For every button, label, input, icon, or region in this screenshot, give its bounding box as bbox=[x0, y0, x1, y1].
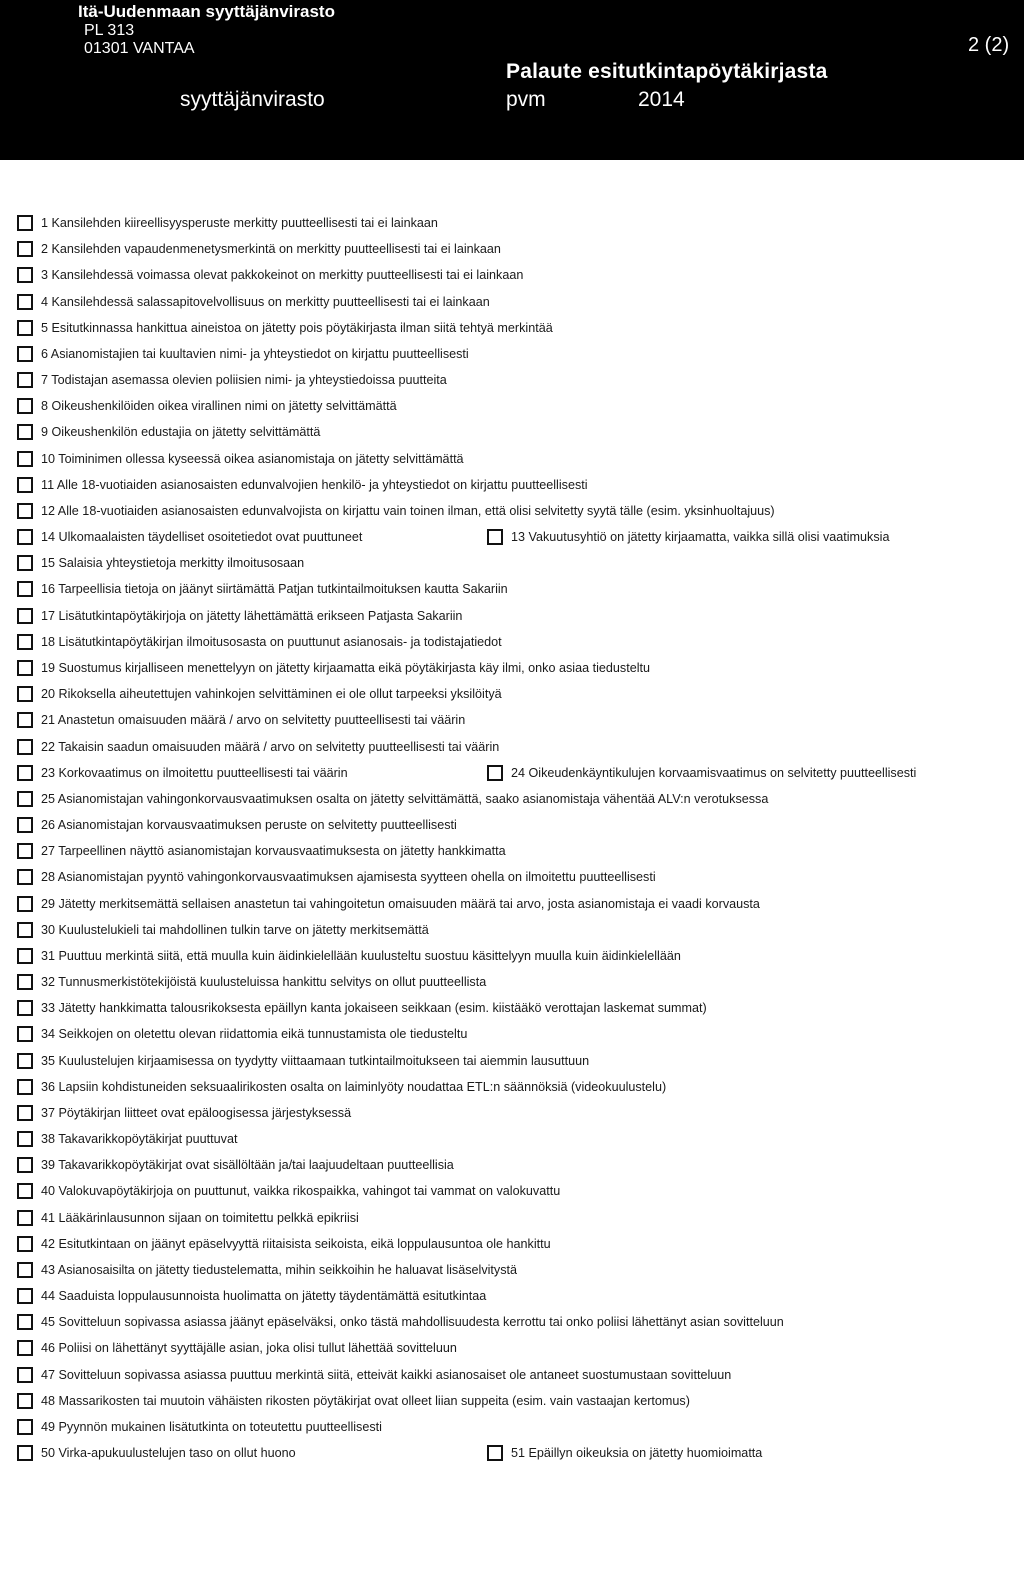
form-title: Palaute esitutkintapöytäkirjasta bbox=[506, 60, 828, 83]
checklist-item-label: 7 Todistajan asemassa olevien poliisien nimi- ja yhteystiedoissa puutteita bbox=[41, 373, 447, 388]
checklist-item[interactable] bbox=[17, 1210, 359, 1226]
checkbox[interactable] bbox=[17, 1419, 33, 1435]
checklist-item[interactable] bbox=[17, 372, 447, 388]
checklist-row bbox=[0, 289, 1024, 315]
checkbox[interactable] bbox=[17, 1367, 33, 1383]
checkbox[interactable] bbox=[17, 1314, 33, 1330]
checklist-item-label: 30 Kuulustelukieli tai mahdollinen tulkin tarve on jätetty merkitsemättä bbox=[41, 922, 429, 937]
checklist-row bbox=[0, 603, 1024, 629]
checklist-item[interactable] bbox=[487, 1445, 762, 1461]
checklist-item-label: 36 Lapsiin kohdistuneiden seksuaalirikosten osalta on laiminlyöty noudattaa ETL:n säännöksiä (videokuulustelu) bbox=[41, 1079, 667, 1094]
checklist-item-label: 46 Poliisi on lähettänyt syyttäjälle asian, joka olisi tullut lähettää sovitteluun bbox=[41, 1341, 457, 1356]
checkbox[interactable] bbox=[17, 451, 33, 467]
checkbox[interactable] bbox=[17, 1131, 33, 1147]
checkbox[interactable] bbox=[17, 974, 33, 990]
checklist-row bbox=[0, 786, 1024, 812]
checklist-row bbox=[0, 969, 1024, 995]
checklist-row bbox=[0, 236, 1024, 262]
checklist-item-label: 27 Tarpeellinen näyttö asianomistajan korvausvaatimuksesta on jätetty hankkimatta bbox=[41, 844, 506, 859]
checklist-row bbox=[0, 1100, 1024, 1126]
checklist-row bbox=[0, 576, 1024, 602]
checklist-row bbox=[0, 1126, 1024, 1152]
checklist-item-label: 32 Tunnusmerkistötekijöistä kuulusteluissa hankittu selvitys on ollut puutteellista bbox=[41, 975, 487, 990]
checklist-item[interactable] bbox=[17, 922, 429, 938]
checklist-item-label: 38 Takavarikkopöytäkirjat puuttuvat bbox=[41, 1132, 238, 1147]
checklist-row bbox=[0, 1048, 1024, 1074]
checklist-row bbox=[0, 498, 1024, 524]
checklist-item-label: 33 Jätetty hankkimatta talousrikoksesta epäillyn kanta jokaiseen seikkaan (esim. kiistääkö verottajan laskemat summat) bbox=[41, 1001, 707, 1016]
checkbox[interactable] bbox=[487, 1445, 503, 1461]
checklist-item-label: 3 Kansilehdessä voimassa olevat pakkokeinot on merkitty puutteellisesti tai ei lainkaan bbox=[41, 268, 524, 283]
checkbox[interactable] bbox=[17, 1079, 33, 1095]
checklist-item-label: 23 Korkovaatimus on ilmoitettu puutteellisesti tai väärin bbox=[41, 765, 348, 780]
checkbox[interactable] bbox=[17, 1262, 33, 1278]
checklist-item-label: 18 Lisätutkintapöytäkirjan ilmoitusosasta on puuttunut asianosais- ja todistajatiedot bbox=[41, 634, 502, 649]
checklist-item[interactable] bbox=[17, 267, 523, 283]
checklist-item[interactable] bbox=[17, 1026, 467, 1042]
checklist-item-label: 28 Asianomistajan pyyntö vahingonkorvausvaatimuksen ajamisesta syytteen ohella on ilmoitettu puutteellisesti bbox=[41, 870, 656, 885]
checklist-item[interactable] bbox=[17, 1105, 351, 1121]
checklist-row bbox=[0, 262, 1024, 288]
checklist-row bbox=[0, 1388, 1024, 1414]
checkbox[interactable] bbox=[17, 1157, 33, 1173]
checklist-row bbox=[0, 1205, 1024, 1231]
checklist bbox=[0, 210, 1024, 1466]
checklist-item[interactable] bbox=[17, 477, 588, 493]
checkbox[interactable] bbox=[17, 712, 33, 728]
checklist-row bbox=[0, 550, 1024, 576]
checklist-row bbox=[0, 1440, 1024, 1466]
checklist-row bbox=[0, 890, 1024, 916]
checklist-item[interactable] bbox=[17, 1262, 517, 1278]
checklist-item[interactable] bbox=[17, 869, 656, 885]
checklist-row bbox=[0, 419, 1024, 445]
checkbox[interactable] bbox=[487, 529, 503, 545]
checklist-item-label: 17 Lisätutkintapöytäkirjoja on jätetty lähettämättä erikseen Patjasta Sakariin bbox=[41, 608, 463, 623]
checklist-item-label: 9 Oikeushenkilön edustajia on jätetty selvittämättä bbox=[41, 425, 321, 440]
checklist-item-label: 37 Pöytäkirjan liitteet ovat epäloogisessa järjestyksessä bbox=[41, 1105, 352, 1120]
checkbox[interactable] bbox=[17, 739, 33, 755]
checklist-row bbox=[0, 1362, 1024, 1388]
checklist-item[interactable] bbox=[17, 739, 499, 755]
checklist-item-label: 24 Oikeudenkäyntikulujen korvaamisvaatimus on selvitetty puutteellisesti bbox=[511, 765, 917, 780]
checkbox[interactable] bbox=[17, 581, 33, 597]
checklist-row bbox=[0, 1283, 1024, 1309]
checkbox[interactable] bbox=[17, 922, 33, 938]
checklist-item[interactable] bbox=[17, 555, 304, 571]
checklist-item[interactable] bbox=[17, 608, 462, 624]
checkbox[interactable] bbox=[17, 555, 33, 571]
checklist-item[interactable] bbox=[17, 1236, 551, 1252]
checklist-item[interactable] bbox=[17, 896, 760, 912]
checklist-row bbox=[0, 446, 1024, 472]
checklist-item-label: 44 Saaduista loppulausunnoista huolimatta on jätetty täydentämättä esitutkintaa bbox=[41, 1289, 487, 1304]
checkbox[interactable] bbox=[17, 948, 33, 964]
checklist-item-label: 40 Valokuvapöytäkirjoja on puuttunut, vaikka rikospaikka, vahingot tai vammat on valokuvattu bbox=[41, 1184, 561, 1199]
checklist-item-label: 51 Epäillyn oikeuksia on jätetty huomioimatta bbox=[511, 1446, 763, 1461]
checklist-item[interactable] bbox=[17, 712, 465, 728]
checklist-row bbox=[0, 341, 1024, 367]
year: 2014 bbox=[638, 88, 685, 111]
checklist-item[interactable] bbox=[17, 320, 553, 336]
checklist-row bbox=[0, 760, 1024, 786]
checklist-item[interactable] bbox=[17, 843, 506, 859]
checklist-item-label: 4 Kansilehdessä salassapitovelvollisuus on merkitty puutteellisesti tai ei lainkaan bbox=[41, 294, 490, 309]
checklist-row bbox=[0, 838, 1024, 864]
checklist-row bbox=[0, 812, 1024, 838]
checklist-item[interactable] bbox=[17, 346, 469, 362]
checklist-item[interactable] bbox=[17, 1000, 707, 1016]
checklist-item[interactable] bbox=[17, 686, 502, 702]
checklist-item-label: 29 Jätetty merkitsemättä sellaisen anastetun tai vahingoitetun omaisuuden määrä tai arvo, josta asianomistaja ei vaadi korvausta bbox=[41, 896, 760, 911]
checklist-item-label: 26 Asianomistajan korvausvaatimuksen peruste on selvitetty puutteellisesti bbox=[41, 818, 457, 833]
checklist-item-label: 11 Alle 18-vuotiaiden asianosaisten edunvalvojien henkilö- ja yhteystiedot on kirjattu puutteellisesti bbox=[41, 477, 588, 492]
checkbox[interactable] bbox=[17, 503, 33, 519]
checklist-item[interactable] bbox=[487, 529, 889, 545]
checklist-item[interactable] bbox=[17, 974, 486, 990]
checklist-item-label: 6 Asianomistajien tai kuultavien nimi- ja yhteystiedot on kirjattu puutteellisesti bbox=[41, 346, 469, 361]
checklist-row bbox=[0, 472, 1024, 498]
checklist-item[interactable] bbox=[17, 424, 320, 440]
checkbox[interactable] bbox=[17, 1236, 33, 1252]
po-box: PL 313 bbox=[84, 22, 135, 39]
checklist-row bbox=[0, 393, 1024, 419]
checklist-item-label: 22 Takaisin saadun omaisuuden määrä / arvo on selvitetty puutteellisesti tai väärin bbox=[41, 739, 500, 754]
checkbox[interactable] bbox=[17, 1445, 33, 1461]
checklist-item-label: 45 Sovitteluun sopivassa asiassa jäänyt epäselväksi, onko tästä mahdollisuudesta kerrottu tai onko poliisi lähettänyt asian sovitteluun bbox=[41, 1315, 784, 1330]
checkbox[interactable] bbox=[17, 843, 33, 859]
checklist-item-label: 34 Seikkojen on oletettu olevan riidattomia eikä tunnustamista ole tiedusteltu bbox=[41, 1027, 468, 1042]
checkbox[interactable] bbox=[17, 320, 33, 336]
checklist-row bbox=[0, 917, 1024, 943]
checkbox[interactable] bbox=[17, 686, 33, 702]
checkbox[interactable] bbox=[17, 1393, 33, 1409]
postal-city: 01301 VANTAA bbox=[84, 40, 195, 57]
checklist-item-label: 1 Kansilehden kiireellisyysperuste merkitty puutteellisesti tai ei lainkaan bbox=[41, 216, 438, 231]
checkbox[interactable] bbox=[17, 1288, 33, 1304]
checklist-item[interactable] bbox=[487, 765, 916, 781]
checklist-item[interactable] bbox=[17, 294, 490, 310]
checklist-item[interactable] bbox=[17, 1079, 666, 1095]
checklist-row bbox=[0, 707, 1024, 733]
checkbox[interactable] bbox=[17, 477, 33, 493]
checkbox[interactable] bbox=[17, 1000, 33, 1016]
checklist-item[interactable] bbox=[17, 1367, 731, 1383]
checklist-row bbox=[0, 1231, 1024, 1257]
checklist-item[interactable] bbox=[17, 241, 501, 257]
checklist-item-label: 31 Puuttuu merkintä siitä, että muulla kuin äidinkielellään kuulusteltu suostuu käsittelyyn muulla kuin äidinkielellään bbox=[41, 948, 681, 963]
checklist-item-label: 49 Pyynnön mukainen lisätutkinta on toteutettu puutteellisesti bbox=[41, 1419, 382, 1434]
checkbox[interactable] bbox=[17, 765, 33, 781]
checklist-item-label: 48 Massarikosten tai muutoin vähäisten rikosten pöytäkirjat ovat olleet liian suppeita (esim. vain vastaajan kertomus) bbox=[41, 1393, 690, 1408]
checklist-row bbox=[0, 995, 1024, 1021]
checklist-item[interactable] bbox=[17, 1131, 237, 1147]
checkbox[interactable] bbox=[17, 896, 33, 912]
checkbox[interactable] bbox=[17, 267, 33, 283]
checklist-row bbox=[0, 629, 1024, 655]
checkbox[interactable] bbox=[17, 660, 33, 676]
checklist-row bbox=[0, 1414, 1024, 1440]
checklist-row bbox=[0, 524, 1024, 550]
checklist-row bbox=[0, 1152, 1024, 1178]
checklist-item-label: 21 Anastetun omaisuuden määrä / arvo on selvitetty puutteellisesti tai väärin bbox=[41, 713, 466, 728]
checklist-item[interactable] bbox=[17, 1314, 784, 1330]
checklist-item-label: 15 Salaisia yhteystietoja merkitty ilmoitusosaan bbox=[41, 556, 305, 571]
checklist-item-label: 43 Asianosaisilta on jätetty tiedustelematta, mihin seikkoihin he haluavat lisäselvitystä bbox=[41, 1262, 518, 1277]
checklist-row bbox=[0, 655, 1024, 681]
checklist-row bbox=[0, 1257, 1024, 1283]
checklist-item-label: 2 Kansilehden vapaudenmenetysmerkintä on merkitty puutteellisesti tai ei lainkaan bbox=[41, 242, 501, 257]
checklist-item[interactable] bbox=[17, 660, 650, 676]
checklist-item-label: 25 Asianomistajan vahingonkorvausvaatimuksen osalta on jätetty selvittämättä, saako asianomistaja vähentää ALV:n verotuksessa bbox=[41, 791, 769, 806]
checklist-item[interactable] bbox=[17, 1157, 454, 1173]
checkbox[interactable] bbox=[17, 869, 33, 885]
checklist-item-label: 5 Esitutkinnassa hankittua aineistoa on jätetty pois pöytäkirjasta ilman siitä tehtyä merkintää bbox=[41, 320, 553, 335]
checklist-item[interactable] bbox=[17, 1445, 296, 1461]
checkbox[interactable] bbox=[17, 372, 33, 388]
office-label: syyttäjänvirasto bbox=[180, 88, 325, 111]
checklist-row bbox=[0, 1335, 1024, 1361]
checkbox[interactable] bbox=[17, 1053, 33, 1069]
checkbox[interactable] bbox=[17, 1340, 33, 1356]
checklist-item[interactable] bbox=[17, 451, 464, 467]
checklist-item[interactable] bbox=[17, 529, 362, 545]
checklist-item-label: 10 Toiminimen ollessa kyseessä oikea asianomistaja on jätetty selvittämättä bbox=[41, 451, 464, 466]
checklist-item[interactable] bbox=[17, 581, 508, 597]
checklist-item-label: 39 Takavarikkopöytäkirjat ovat sisällöltään ja/tai laajuudeltaan puutteellisia bbox=[41, 1158, 454, 1173]
checkbox[interactable] bbox=[17, 791, 33, 807]
checklist-item[interactable] bbox=[17, 948, 681, 964]
checkbox[interactable] bbox=[17, 1026, 33, 1042]
date-label: pvm bbox=[506, 88, 546, 111]
checkbox[interactable] bbox=[17, 529, 33, 545]
checklist-row bbox=[0, 1074, 1024, 1100]
checkbox[interactable] bbox=[487, 765, 503, 781]
checklist-item[interactable] bbox=[17, 1419, 382, 1435]
checkbox[interactable] bbox=[17, 1210, 33, 1226]
checklist-row bbox=[0, 681, 1024, 707]
checklist-item-label: 12 Alle 18-vuotiaiden asianosaisten edunvalvojista on kirjattu vain toinen ilman, että olisi selvitetty syytä tälle (esim. yksinhuoltajuus) bbox=[41, 503, 775, 518]
checkbox[interactable] bbox=[17, 634, 33, 650]
checklist-item[interactable] bbox=[17, 1053, 589, 1069]
checklist-item[interactable] bbox=[17, 1288, 486, 1304]
checkbox[interactable] bbox=[17, 294, 33, 310]
checklist-item[interactable] bbox=[17, 398, 397, 414]
checklist-item[interactable] bbox=[17, 503, 775, 519]
checklist-item-label: 19 Suostumus kirjalliseen menettelyyn on jätetty kirjaamatta eikä pöytäkirjasta käy ilmi, onko asiaa tiedusteltu bbox=[41, 661, 650, 675]
checklist-row bbox=[0, 1178, 1024, 1204]
checkbox[interactable] bbox=[17, 1105, 33, 1121]
checkbox[interactable] bbox=[17, 1183, 33, 1199]
checklist-item-label: 41 Lääkärinlausunnon sijaan on toimitettu pelkkä epikriisi bbox=[41, 1210, 359, 1225]
checklist-item-label: 50 Virka-apukuulustelujen taso on ollut huono bbox=[41, 1446, 296, 1461]
checklist-item-label: 20 Rikoksella aiheutettujen vahinkojen selvittäminen ei ole ollut tarpeeksi yksilöityä bbox=[41, 687, 502, 702]
checkbox[interactable] bbox=[17, 215, 33, 231]
checklist-item-label: 16 Tarpeellisia tietoja on jäänyt siirtämättä Patjan tutkintailmoituksen kautta Sakariin bbox=[41, 582, 508, 597]
checklist-item-label: 14 Ulkomaalaisten täydelliset osoitetiedot ovat puuttuneet bbox=[41, 530, 363, 545]
checklist-item-label: 13 Vakuutusyhtiö on jätetty kirjaamatta, vaikka sillä olisi vaatimuksia bbox=[511, 530, 890, 545]
checklist-item[interactable] bbox=[17, 1393, 690, 1409]
checkbox[interactable] bbox=[17, 424, 33, 440]
checkbox[interactable] bbox=[17, 241, 33, 257]
checkbox[interactable] bbox=[17, 608, 33, 624]
checkbox[interactable] bbox=[17, 817, 33, 833]
checklist-row bbox=[0, 733, 1024, 759]
checklist-row bbox=[0, 210, 1024, 236]
checklist-item[interactable] bbox=[17, 765, 348, 781]
checklist-item-label: 35 Kuulustelujen kirjaamisessa on tyydytty viittaamaan tutkintailmoitukseen tai aiemmin lausuttuun bbox=[41, 1053, 590, 1068]
checklist-row bbox=[0, 367, 1024, 393]
checklist-item[interactable] bbox=[17, 634, 502, 650]
checklist-item[interactable] bbox=[17, 1340, 457, 1356]
checklist-item-label: 47 Sovitteluun sopivassa asiassa puuttuu merkintä siitä, etteivät kaikki asianosaiset ole antaneet suostumustaan sovitteluun bbox=[41, 1367, 732, 1382]
checklist-item-label: 8 Oikeushenkilöiden oikea virallinen nimi on jätetty selvittämättä bbox=[41, 399, 397, 414]
checklist-item[interactable] bbox=[17, 1183, 560, 1199]
checklist-row bbox=[0, 864, 1024, 890]
checklist-row bbox=[0, 943, 1024, 969]
checklist-item-label: 42 Esitutkintaan on jäänyt epäselvyyttä riitaisista seikoista, eikä loppulausuntoa ole hankittu bbox=[41, 1236, 551, 1251]
checklist-item[interactable] bbox=[17, 215, 438, 231]
checklist-row bbox=[0, 315, 1024, 341]
checklist-row bbox=[0, 1021, 1024, 1047]
checkbox[interactable] bbox=[17, 398, 33, 414]
checkbox[interactable] bbox=[17, 346, 33, 362]
checklist-item[interactable] bbox=[17, 817, 457, 833]
organization-name: Itä-Uudenmaan syyttäjänvirasto bbox=[78, 2, 335, 21]
page-number: 2 (2) bbox=[968, 34, 1010, 56]
checklist-item[interactable] bbox=[17, 791, 768, 807]
checklist-row bbox=[0, 1309, 1024, 1335]
